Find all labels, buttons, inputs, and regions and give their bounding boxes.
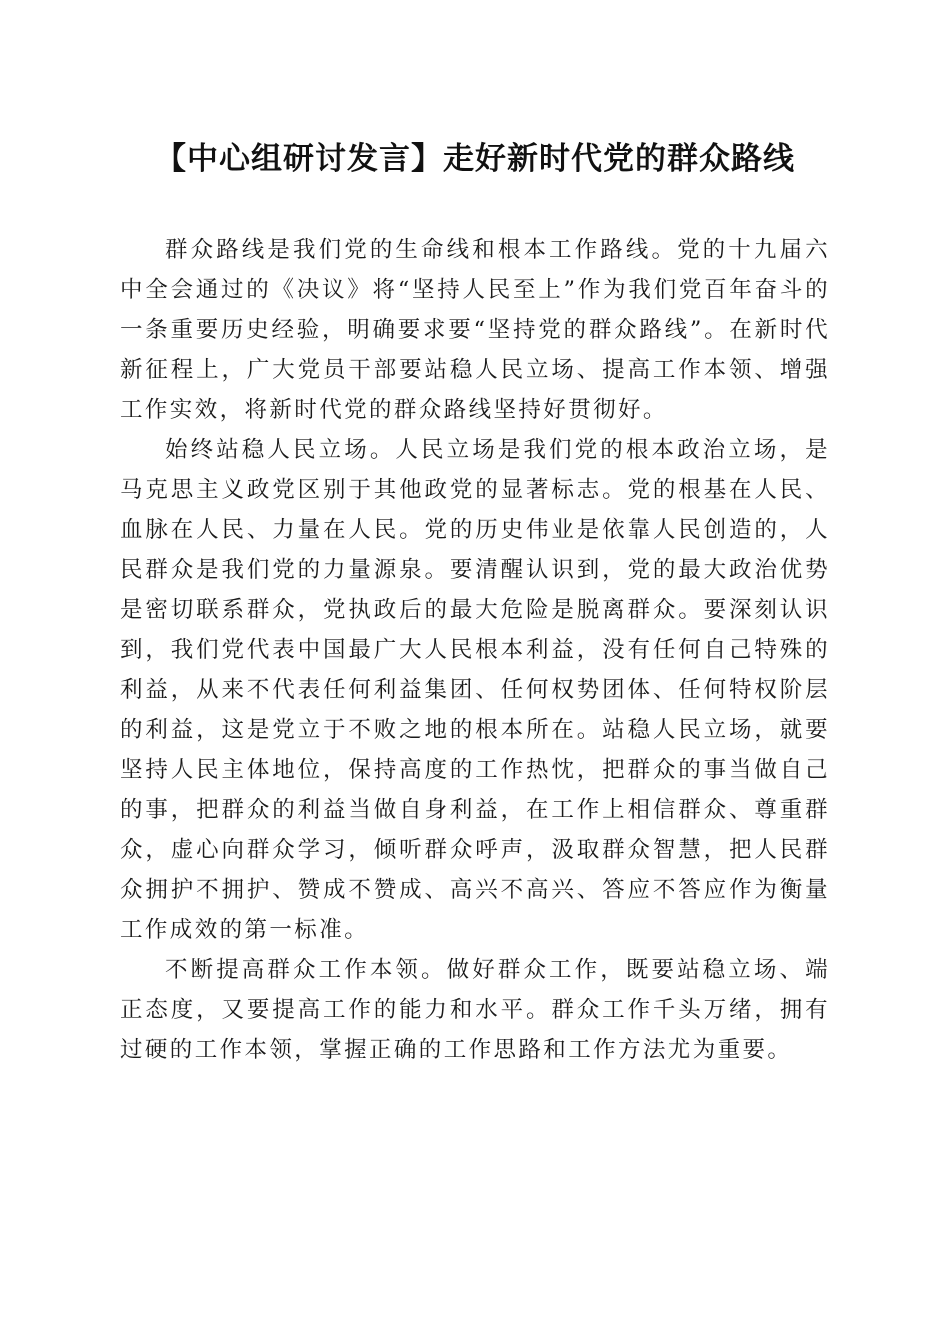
paragraph-people-stance: 始终站稳人民立场。人民立场是我们党的根本政治立场，是马克思主义政党区别于其他政党的显著标志。党的根基在人民、血脉在人民、力量在人民。党的历史伟业是依靠人民创造的，人民群众是我们党的力量源泉。要清醒认识到，党的最大政治优势是密切联系群众，党执政后的最大危险是脱离群众。要深刻认识到，我们党代表中国最广大人民根本利益，没有任何自己特殊的利益，从来不代表任何利益集团、任何权势团体、任何特权阶层的利益，这是党立于不败之地的根本所在。站稳人民立场，就要坚持人民主体地位，保持高度的工作热忱，把群众的事当做自己的事，把群众的利益当做自身利益，在工作上相信群众、尊重群众，虚心向群众学习，倾听群众呼声，汲取群众智慧，把人民群众拥护不拥护、赞成不赞成、高兴不高兴、答应不答应作为衡量工作成效的第一标准。 xyxy=(120,437,830,943)
paragraph-work-skills: 不断提高群众工作本领。做好群众工作，既要站稳立场、端正态度，又要提高工作的能力和水平。群众工作千头万绪，拥有过硬的工作本领，掌握正确的工作思路和工作方法尤为重要。 xyxy=(120,957,830,1063)
document-title: 【中心组研讨发言】走好新时代党的群众路线 xyxy=(155,141,795,177)
document-body xyxy=(120,230,830,1070)
paragraph-intro: 群众路线是我们党的生命线和根本工作路线。党的十九届六中全会通过的《决议》将“坚持人民至上”作为我们党百年奋斗的一条重要历史经验，明确要求要“坚持党的群众路线”。在新时代新征程上，广大党员干部要站稳人民立场、提高工作本领、增强工作实效，将新时代党的群众路线坚持好贯彻好。 xyxy=(120,237,830,423)
